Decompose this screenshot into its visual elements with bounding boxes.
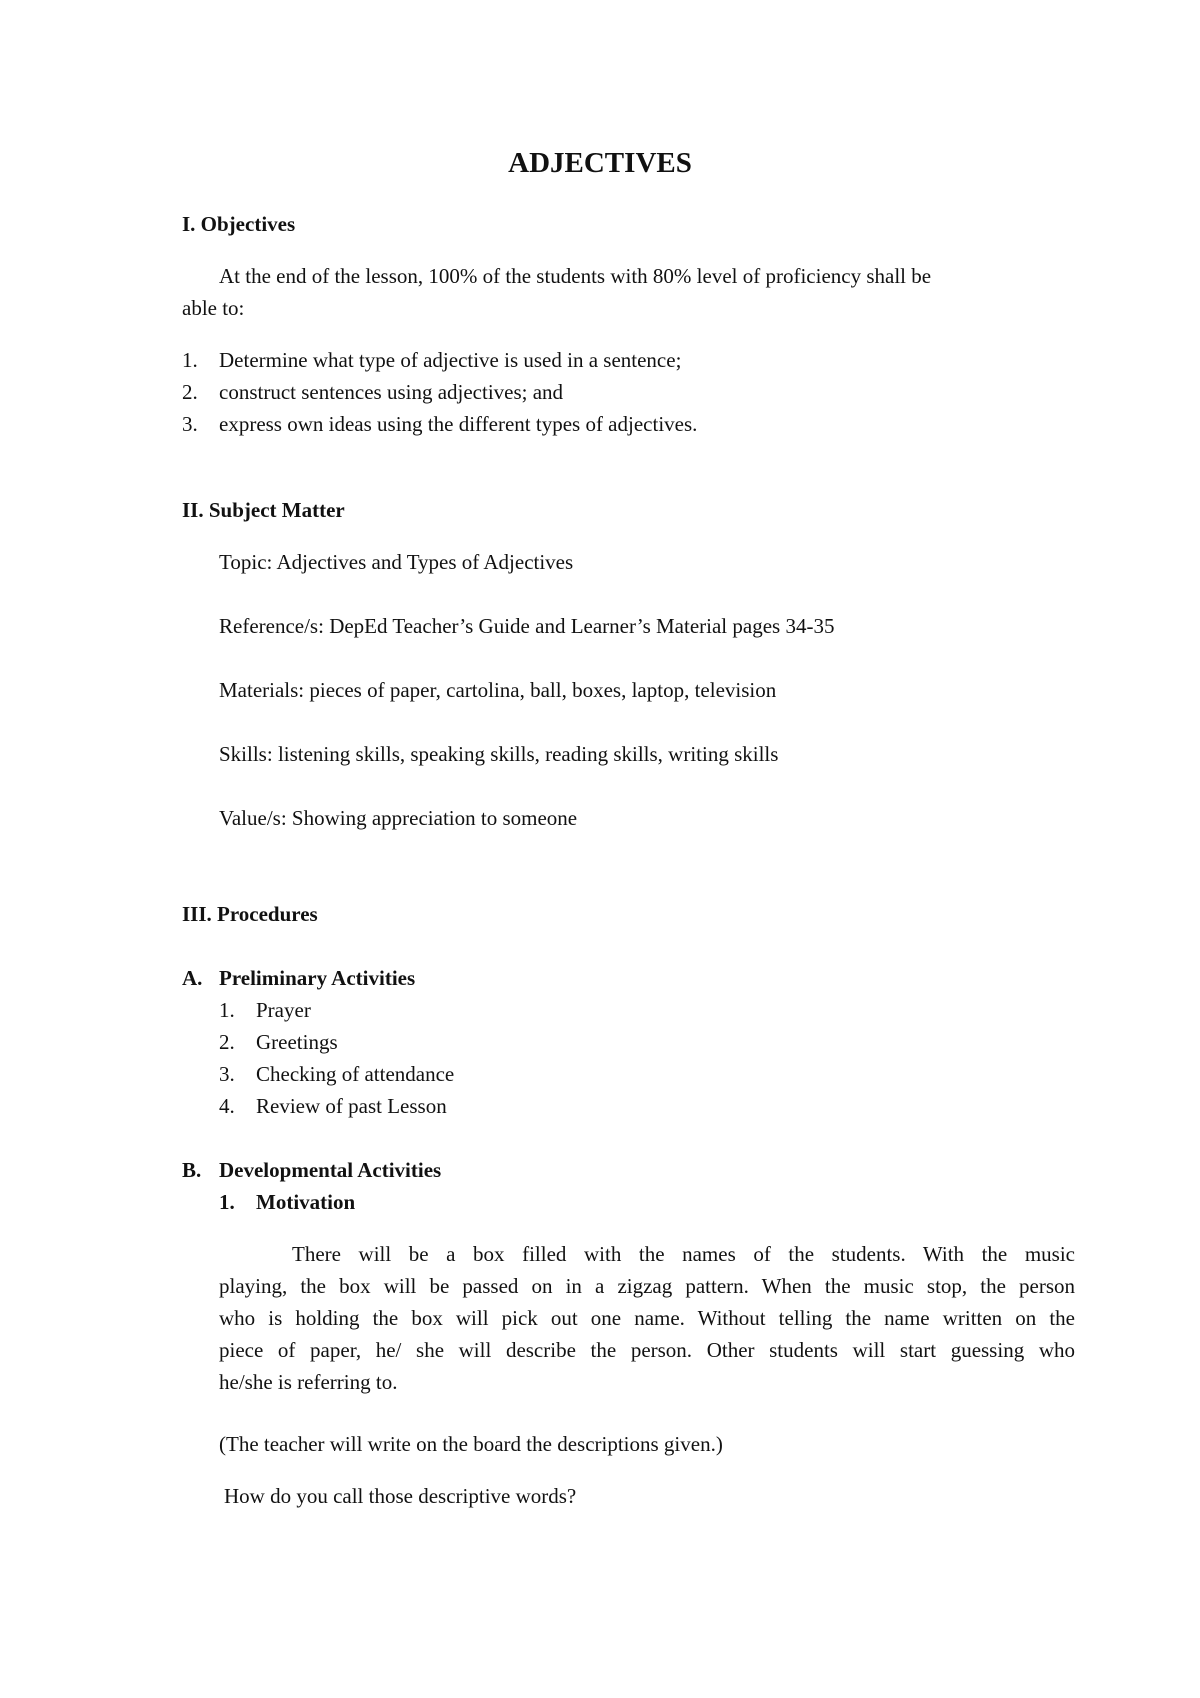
subject-matter-heading: II. Subject Matter — [182, 498, 345, 522]
objectives-heading: I. Objectives — [182, 212, 296, 236]
objective-item-text: express own ideas using the different types of adjectives. — [219, 412, 698, 436]
preliminary-item-text: Review of past Lesson — [256, 1094, 447, 1118]
preliminary-item-text: Greetings — [256, 1030, 338, 1054]
preliminary-item-text: Checking of attendance — [256, 1062, 455, 1086]
motivation-paragraph — [219, 1238, 1075, 1398]
objectives-intro-line1: At the end of the lesson, 100% of the students with 80% level of proficiency shall be — [219, 264, 932, 288]
preliminary-item-number: 3. — [219, 1062, 235, 1086]
objective-item-number: 3. — [182, 412, 198, 436]
objective-item-text: construct sentences using adjectives; and — [219, 380, 564, 404]
subject-matter-topic: Topic: Adjectives and Types of Adjectives — [219, 550, 574, 574]
developmental-heading: Developmental Activities — [219, 1158, 442, 1182]
preliminary-item-number: 4. — [219, 1094, 235, 1118]
objective-item-number: 2. — [182, 380, 198, 404]
preliminary-letter: A. — [182, 966, 203, 990]
preliminary-item-text: Prayer — [256, 998, 311, 1022]
document-title: ADJECTIVES — [508, 147, 692, 179]
objective-item — [182, 376, 198, 408]
preliminary-item-number: 2. — [219, 1030, 235, 1054]
objective-item-number: 1. — [182, 348, 198, 372]
motivation-line: playing, the box will be passed on in a zigzag pattern. When the music stop, the person — [219, 1274, 1075, 1298]
motivation-heading: Motivation — [256, 1190, 356, 1214]
motivation-line: piece of paper, he/ she will describe the person. Other students will start guessing who — [219, 1338, 1075, 1362]
motivation-line: who is holding the box will pick out one name. Without telling the name written on the — [219, 1306, 1075, 1330]
motivation-number: 1. — [219, 1190, 235, 1214]
motivation-line: he/she is referring to. — [219, 1370, 398, 1394]
objective-item-text: Determine what type of adjective is used in a sentence; — [219, 348, 682, 372]
objective-item — [182, 408, 198, 440]
subject-matter-materials: Materials: pieces of paper, cartolina, ball, boxes, laptop, television — [219, 678, 777, 702]
objectives-intro-line2: able to: — [182, 296, 245, 320]
developmental-letter: B. — [182, 1158, 202, 1182]
preliminary-heading: Preliminary Activities — [219, 966, 416, 990]
objective-item — [182, 344, 198, 376]
teacher-note: (The teacher will write on the board the descriptions given.) — [219, 1432, 723, 1456]
preliminary-item-number: 1. — [219, 998, 235, 1022]
motivation-question: How do you call those descriptive words? — [224, 1484, 577, 1508]
motivation-line: There will be a box filled with the names of the students. With the music — [292, 1242, 1075, 1266]
subject-matter-values: Value/s: Showing appreciation to someone — [219, 806, 578, 830]
subject-matter-references: Reference/s: DepEd Teacher’s Guide and Learner’s Material pages 34-35 — [219, 614, 835, 638]
procedures-heading: III. Procedures — [182, 902, 318, 926]
subject-matter-skills: Skills: listening skills, speaking skills, reading skills, writing skills — [219, 742, 779, 766]
